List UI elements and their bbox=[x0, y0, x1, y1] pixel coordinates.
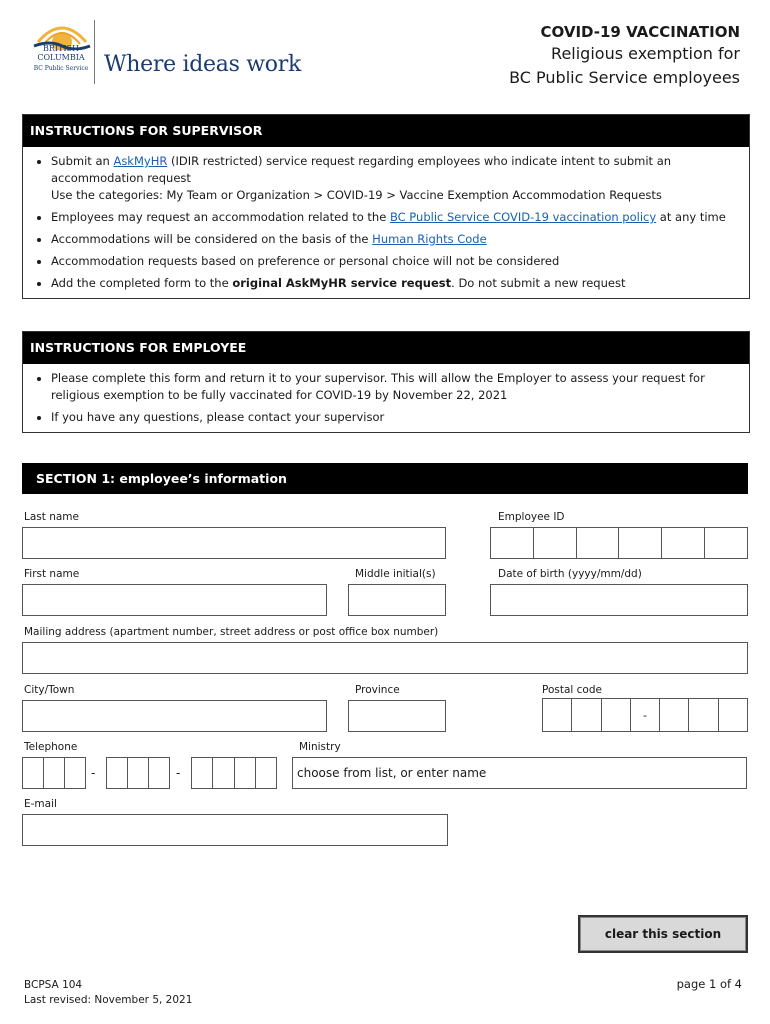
digit-cell[interactable] bbox=[149, 758, 169, 788]
employee-heading: INSTRUCTIONS FOR EMPLOYEE bbox=[23, 332, 749, 364]
dob-label: Date of birth (yyyy/mm/dd) bbox=[498, 568, 642, 580]
digit-cell[interactable] bbox=[65, 758, 85, 788]
item-text: Employees may request an accommodation related to the bbox=[51, 210, 390, 224]
digit-cell[interactable] bbox=[491, 528, 534, 558]
first-name-input[interactable] bbox=[22, 584, 327, 616]
list-item bbox=[51, 153, 739, 204]
province-label: Province bbox=[355, 684, 400, 696]
mailing-address-label: Mailing address (apartment number, street address or post office box number) bbox=[24, 626, 439, 638]
last-name-label: Last name bbox=[24, 511, 79, 523]
employee-id-label: Employee ID bbox=[498, 511, 565, 523]
list-item bbox=[51, 231, 739, 248]
logo-line2: COLUMBIA bbox=[37, 53, 85, 62]
char-cell[interactable] bbox=[660, 699, 689, 731]
char-cell[interactable] bbox=[543, 699, 572, 731]
city-label: City/Town bbox=[24, 684, 75, 696]
char-cell[interactable] bbox=[602, 699, 631, 731]
logo-divider bbox=[94, 20, 95, 84]
mailing-address-input[interactable] bbox=[22, 642, 748, 674]
first-name-label: First name bbox=[24, 568, 80, 580]
revision-date: Last revised: November 5, 2021 bbox=[24, 994, 193, 1006]
item-bold-text: original AskMyHR service request bbox=[232, 276, 452, 290]
page-subtitle-1: Religious exemption for bbox=[551, 44, 740, 63]
last-name-input[interactable] bbox=[22, 527, 446, 559]
ministry-label: Ministry bbox=[299, 741, 341, 753]
supervisor-list bbox=[23, 147, 749, 298]
tagline: Where ideas work bbox=[104, 52, 301, 77]
province-input[interactable] bbox=[348, 700, 446, 732]
digit-cell[interactable] bbox=[192, 758, 213, 788]
askmyhr-link[interactable]: AskMyHR bbox=[113, 154, 168, 168]
list-item bbox=[51, 275, 739, 292]
supervisor-instructions-panel bbox=[22, 114, 750, 299]
title-block bbox=[509, 22, 740, 90]
ministry-combobox[interactable]: choose from list, or enter name bbox=[292, 757, 747, 789]
list-item: • Accommodation requests based on preference or personal choice will not be considered bbox=[51, 253, 739, 270]
phone-area-code[interactable] bbox=[22, 757, 86, 789]
item-text: Accommodations will be considered on the basis of the bbox=[51, 232, 373, 246]
city-input[interactable] bbox=[22, 700, 327, 732]
human-rights-code-link[interactable]: Human Rights Code bbox=[372, 232, 487, 246]
list-item: • If you have any questions, please contact your supervisor bbox=[51, 409, 739, 426]
list-item bbox=[51, 209, 739, 226]
phone-separator: - bbox=[91, 766, 96, 780]
form-id: BCPSA 104 bbox=[24, 979, 83, 991]
email-input[interactable] bbox=[22, 814, 448, 846]
char-cell[interactable] bbox=[572, 699, 601, 731]
phone-separator: - bbox=[176, 766, 181, 780]
page-subtitle-2: BC Public Service employees bbox=[509, 68, 740, 87]
postal-code-input[interactable] bbox=[542, 698, 748, 732]
digit-cell[interactable] bbox=[705, 528, 747, 558]
page-title: COVID-19 VACCINATION bbox=[540, 23, 740, 41]
section1-heading: SECTION 1: employee’s information bbox=[22, 463, 748, 494]
digit-cell[interactable] bbox=[128, 758, 149, 788]
middle-initial-label: Middle initial(s) bbox=[355, 568, 436, 580]
vaccination-policy-link[interactable]: BC Public Service COVID-19 vaccination policy bbox=[389, 210, 657, 224]
digit-cell[interactable] bbox=[534, 528, 577, 558]
telephone-label: Telephone bbox=[24, 741, 78, 753]
dob-input[interactable] bbox=[490, 584, 748, 616]
digit-cell[interactable] bbox=[107, 758, 128, 788]
logo-line3: BC Public Service bbox=[33, 65, 89, 72]
char-cell[interactable] bbox=[719, 699, 747, 731]
postal-separator: - bbox=[631, 699, 660, 731]
digit-cell[interactable] bbox=[662, 528, 705, 558]
digit-cell[interactable] bbox=[235, 758, 256, 788]
supervisor-heading: INSTRUCTIONS FOR SUPERVISOR bbox=[23, 115, 749, 147]
item-text: Add the completed form to the bbox=[51, 276, 233, 290]
logo-line1: BRITISH bbox=[42, 44, 79, 53]
item-text: . Do not submit a new request bbox=[451, 276, 626, 290]
digit-cell[interactable] bbox=[619, 528, 662, 558]
item-text: Submit an bbox=[51, 154, 114, 168]
footer-form-info bbox=[24, 978, 192, 1008]
digit-cell[interactable] bbox=[577, 528, 620, 558]
item-text: Use the categories: My Team or Organization > COVID-19 > Vaccine Exemption Accommodation Requests bbox=[51, 188, 662, 202]
clear-section-button[interactable]: clear this section bbox=[578, 915, 748, 953]
digit-cell[interactable] bbox=[213, 758, 234, 788]
digit-cell[interactable] bbox=[23, 758, 44, 788]
digit-cell[interactable] bbox=[256, 758, 276, 788]
page-number: page 1 of 4 bbox=[676, 977, 742, 991]
employee-list bbox=[23, 364, 749, 432]
char-cell[interactable] bbox=[689, 699, 718, 731]
phone-line-number[interactable] bbox=[191, 757, 277, 789]
logo-wordmark bbox=[30, 44, 92, 73]
employee-instructions-panel bbox=[22, 331, 750, 433]
postal-code-label: Postal code bbox=[542, 684, 602, 696]
email-label: E-mail bbox=[24, 798, 57, 810]
item-text: (IDIR restricted) service request regarding employees who indicate intent to submit an accommodation request bbox=[51, 154, 672, 185]
item-text: at any time bbox=[656, 210, 726, 224]
phone-prefix[interactable] bbox=[106, 757, 170, 789]
employee-id-input[interactable] bbox=[490, 527, 748, 559]
list-item: • Please complete this form and return it to your supervisor. This will allow the Employer to assess your request for religious exemption to be fully vaccinated for COVID-19 by November 22, 2021 bbox=[51, 370, 739, 404]
digit-cell[interactable] bbox=[44, 758, 65, 788]
middle-initial-input[interactable] bbox=[348, 584, 446, 616]
